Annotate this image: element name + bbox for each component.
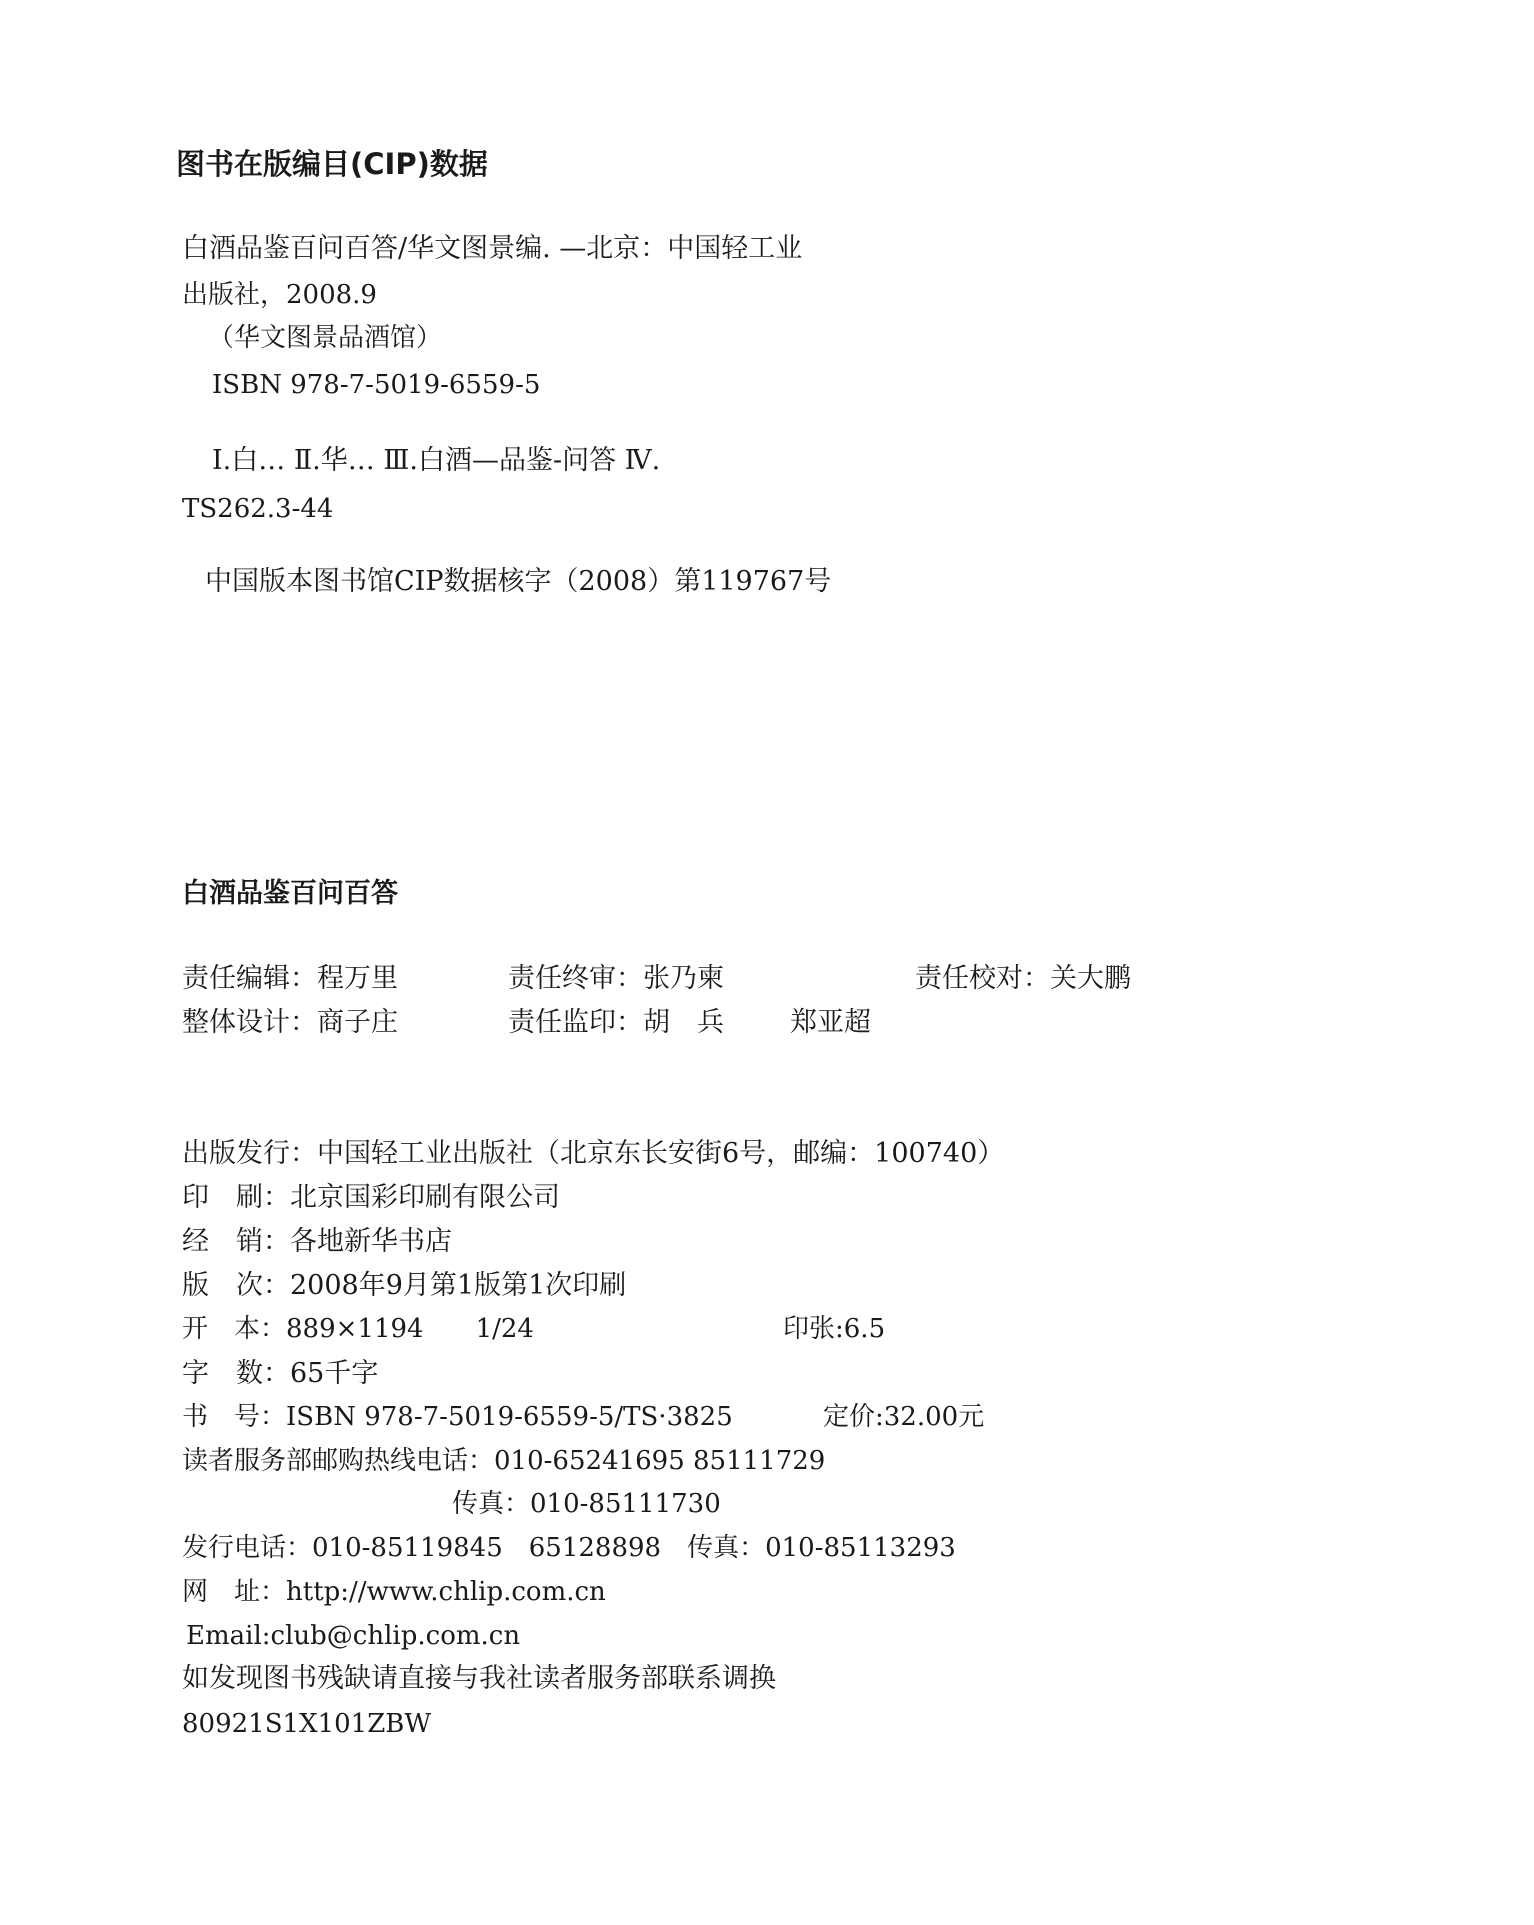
imprint-website: 网 址：http://www.chlip.com.cn	[182, 1577, 606, 1607]
cip-line-2: 出版社，2008.9	[182, 280, 377, 310]
imprint-distributor: 经 销：各地新华书店	[182, 1226, 452, 1257]
imprint-reader-fax: 传真：010-85111730	[452, 1489, 721, 1519]
imprint-sheets: 印张:6.5	[783, 1314, 886, 1344]
credit-design: 整体设计：商子庄	[182, 1007, 398, 1038]
imprint-publisher: 出版发行：中国轻工业出版社（北京东长安街6号，邮编：100740）	[182, 1138, 1005, 1169]
cip-line-1: 白酒品鉴百问百答/华文图景编. —北京：中国轻工业	[182, 233, 803, 264]
credit-proofreader: 责任校对：关大鹏	[915, 963, 1131, 994]
imprint-print-code: 80921S1X101ZBW	[182, 1709, 432, 1739]
cip-classification: TS262.3-44	[182, 494, 334, 524]
credit-editor: 责任编辑：程万里	[182, 963, 398, 994]
credit-printing-supervisor: 责任监印：胡 兵	[508, 1007, 724, 1038]
imprint-defect-notice: 如发现图书残缺请直接与我社读者服务部联系调换	[182, 1663, 776, 1694]
imprint-sales-phone: 发行电话：010-85119845 65128898 传真：010-85113293	[182, 1533, 956, 1563]
imprint-edition: 版 次：2008年9月第1版第1次印刷	[182, 1270, 627, 1301]
cip-series: （华文图景品酒馆）	[208, 323, 443, 353]
cip-record-number: 中国版本图书馆CIP数据核字（2008）第119767号	[205, 566, 832, 597]
imprint-reader-service: 读者服务部邮购热线电话：010-65241695 85111729	[182, 1446, 826, 1476]
cip-subjects: Ⅰ.白… Ⅱ.华… Ⅲ.白酒—品鉴-问答 Ⅳ.	[212, 445, 661, 476]
credit-printing-supervisor-2: 郑亚超	[790, 1007, 871, 1038]
book-title: 白酒品鉴百问百答	[182, 878, 398, 909]
cip-isbn: ISBN 978-7-5019-6559-5	[212, 370, 541, 400]
imprint-book-number: 书 号：ISBN 978-7-5019-6559-5/TS·3825	[182, 1402, 733, 1432]
imprint-format: 开 本：889×1194 1/24	[182, 1314, 534, 1344]
cip-heading: 图书在版编目(CIP)数据	[176, 147, 488, 181]
imprint-word-count: 字 数：65千字	[182, 1358, 379, 1389]
credit-final-review: 责任终审：张乃柬	[508, 963, 724, 994]
imprint-printer: 印 刷：北京国彩印刷有限公司	[182, 1182, 560, 1213]
imprint-price: 定价:32.00元	[823, 1402, 985, 1432]
imprint-email: Email:club@chlip.com.cn	[186, 1621, 521, 1651]
